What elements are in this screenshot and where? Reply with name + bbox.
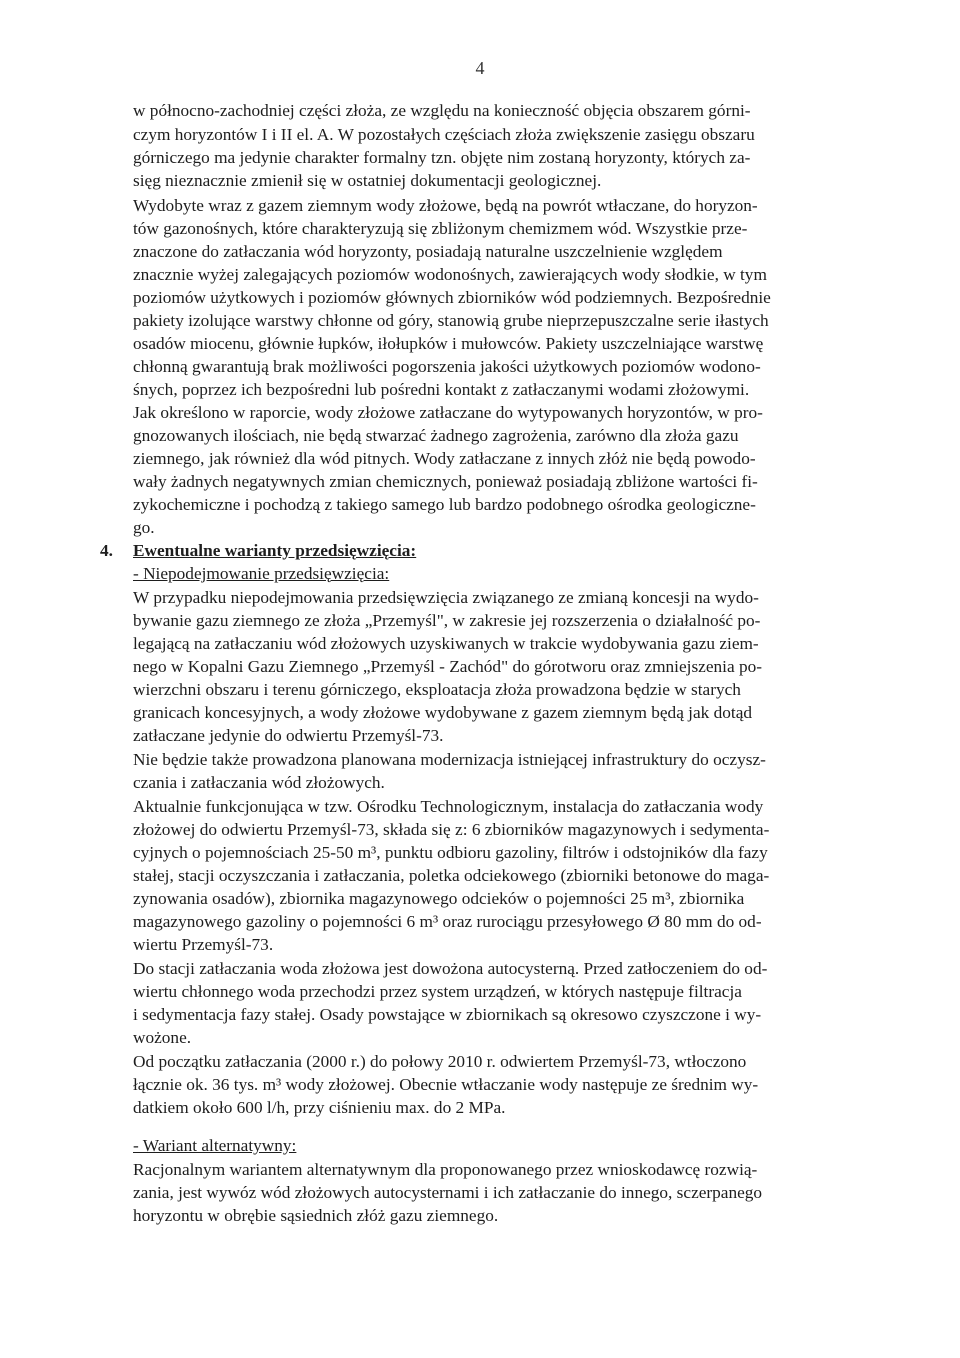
text-line: Od początku zatłaczania (2000 r.) do połowy 2010 r. odwiertem Przemyśl-73, wtłoczono	[133, 1052, 747, 1071]
text-line: datkiem około 600 l/h, przy ciśnieniu max. do 2 MPa.	[133, 1098, 506, 1117]
text-line: magazynowego gazoliny o pojemności 6 m³ oraz rurociągu przesyłowego Ø 80 mm do od-	[133, 912, 762, 931]
text-line: znaczone do zatłaczania wód horyzonty, posiadają naturalne uszczelnienie względem	[133, 242, 723, 261]
text-line: chłonną gwarantują brak możliwości pogorszenia jakości użytkowych poziomów wodono-	[133, 357, 761, 376]
text-line: śnych, poprzez ich bezpośredni lub pośredni kontakt z zatłaczanymi wodami złożowymi.	[133, 380, 750, 399]
text-line: go.	[133, 518, 155, 537]
text-line: wierzchni obszaru i terenu górniczego, eksploatacja złoża prowadzona będzie w starych	[133, 680, 741, 699]
page-number: 4	[475, 58, 485, 78]
text-line: stałej, stacji oczyszczania i zatłaczania, poletka odciekowego (zbiorniki betonowe do maga-	[133, 866, 770, 885]
text-line: wożone.	[133, 1028, 192, 1047]
text-line: Aktualnie funkcjonująca w tzw. Ośrodku Technologicznym, instalacja do zatłaczania wody	[133, 797, 764, 816]
text-line: wiertu Przemyśl-73.	[133, 935, 274, 954]
text-line: osadów miocenu, głównie łupków, iłołupków i mułowców. Pakiety uszczelniające warstwę	[133, 334, 764, 353]
text-line: pakiety izolujące warstwy chłonne od góry, stanowią grube nieprzepuszczalne serie iłastych	[133, 311, 769, 330]
text-line: czania i zatłaczania wód złożowych.	[133, 773, 385, 792]
text-line: zatłaczane jedynie do odwiertu Przemyśl-73.	[133, 726, 444, 745]
subsection-title-alternative: - Wariant alternatywny:	[133, 1136, 297, 1155]
section-title: Ewentualne warianty przedsięwzięcia:	[133, 541, 417, 560]
text-line: złożowej do odwiertu Przemyśl-73, składa się z: 6 zbiorników magazynowych i sedymenta-	[133, 820, 770, 839]
text-line: gnozowanych ilościach, nie będą stwarzać żadnego zagrożenia, zarówno dla złoża gazu	[133, 426, 739, 445]
text-line: tów gazonośnych, które charakteryzują się zbliżonym chemizmem wód. Wszystkie prze-	[133, 219, 748, 238]
text-line: w północno-zachodniej części złoża, ze względu na konieczność objęcia obszarem górni-	[133, 101, 751, 120]
text-line: W przypadku niepodejmowania przedsięwzięcia związanego ze zmianą koncesji na wydo-	[133, 588, 759, 607]
text-line: zania, jest wywóz wód złożowych autocysternami i ich zatłaczanie do innego, sczerpanego	[133, 1183, 763, 1202]
text-line: horyzontu w obrębie sąsiednich złóż gazu ziemnego.	[133, 1206, 499, 1225]
text-line: zynowania osadów), zbiornika magazynowego odcieków o pojemności 25 m³, zbiornika	[133, 889, 745, 908]
text-line: łącznie ok. 36 tys. m³ wody złożowej. Obecnie wtłaczanie wody następuje ze średnim wy-	[133, 1075, 759, 1094]
subsection-title-no-action: - Niepodejmowanie przedsięwzięcia:	[133, 564, 390, 583]
text-line: bywanie gazu ziemnego ze złoża „Przemyśl", w zakresie jej rozszerzenia o działalność po-	[133, 611, 761, 630]
text-line: ziemnego, jak również dla wód pitnych. Wody zatłaczane z innych złóż nie będą powodo-	[133, 449, 756, 468]
text-line: Racjonalnym wariantem alternatywnym dla proponowanego przez wnioskodawcę rozwią-	[133, 1160, 758, 1179]
section-number: 4.	[100, 541, 113, 560]
text-line: czym horyzontów I i II el. A. W pozostałych częściach złoża zwiększenie zasięgu obszaru	[133, 125, 755, 144]
text-line: Do stacji zatłaczania woda złożowa jest dowożona autocysterną. Przed zatłoczeniem do od-	[133, 959, 768, 978]
text-line: granicach koncesyjnych, a wody złożowe wydobywane z gazem ziemnym będą jak dotąd	[133, 703, 753, 722]
text-line: sięg nieznacznie zmienił się w ostatniej dokumentacji geologicznej.	[133, 171, 602, 190]
text-line: i sedymentacja fazy stałej. Osady powstające w zbiornikach są okresowo czyszczone i wy-	[133, 1005, 762, 1024]
text-line: znacznie wyżej zalegających poziomów wodonośnych, zawierających wody słodkie, w tym	[133, 265, 767, 284]
text-line: wiertu chłonnego woda przechodzi przez system urządzeń, w których następuje filtracja	[133, 982, 742, 1001]
text-line: wały żadnych negatywnych zmian chemicznych, ponieważ posiadają zbliżone wartości fi-	[133, 472, 758, 491]
text-line: cyjnych o pojemnościach 25-50 m³, punktu odbioru gazoliny, filtrów i odstojników dla fazy	[133, 843, 768, 862]
text-line: nego w Kopalni Gazu Ziemnego „Przemyśl - Zachód" do górotworu oraz zmniejszenia po-	[133, 657, 762, 676]
text-line: Nie będzie także prowadzona planowana modernizacja istniejącej infrastruktury do oczysz-	[133, 750, 766, 769]
text-line: górniczego ma jedynie charakter formalny tzn. objęte nim zostaną horyzonty, których za-	[133, 148, 751, 167]
text-line: poziomów użytkowych i poziomów głównych zbiorników wód podziemnych. Bezpośrednie	[133, 288, 771, 307]
text-line: legającą na zatłaczaniu wód złożowych uzyskiwanych w trakcie wydobywania gazu ziem-	[133, 634, 759, 653]
text-line: Jak określono w raporcie, wody złożowe zatłaczane do wytypowanych horyzontów, w pro-	[133, 403, 763, 422]
text-line: Wydobyte wraz z gazem ziemnym wody złożowe, będą na powrót wtłaczane, do horyzon-	[133, 196, 758, 215]
text-line: zykochemiczne i pochodzą z takiego samego lub bardzo podobnego ośrodka geologiczne-	[133, 495, 756, 514]
